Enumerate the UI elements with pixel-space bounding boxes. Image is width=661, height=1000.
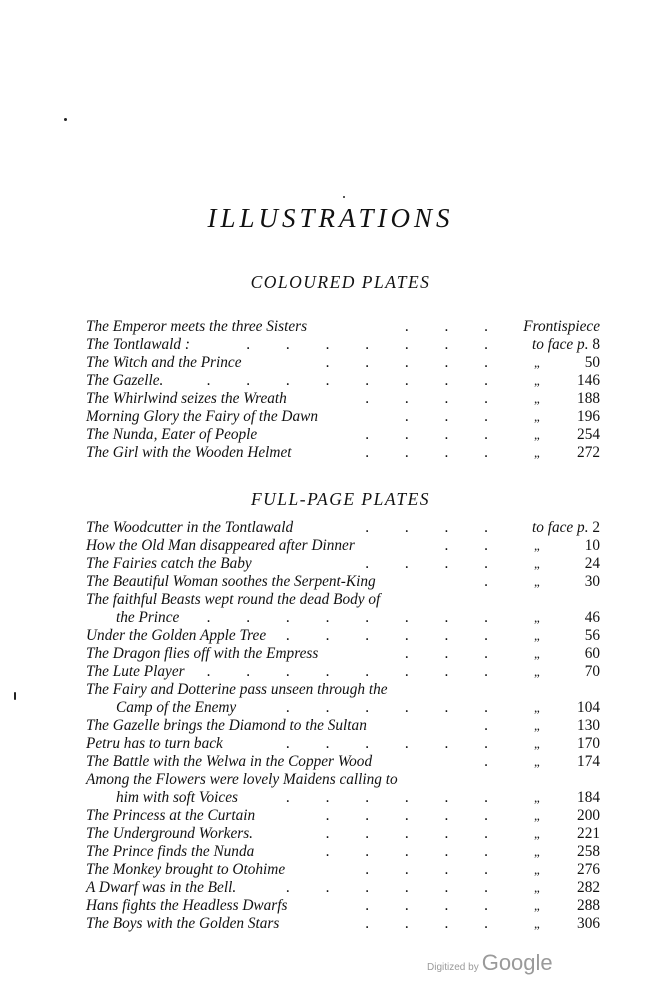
ditto-mark: „	[534, 628, 540, 643]
toc-entry	[86, 426, 600, 444]
entry-reference	[523, 318, 600, 336]
page-number: 200	[577, 807, 600, 824]
entry-title: Camp of the Enemy	[116, 699, 237, 716]
entry-title: The Gazelle.	[86, 372, 164, 389]
toc-entry	[86, 771, 600, 789]
entry-title: Under the Golden Apple Tree	[86, 627, 267, 644]
dot-leader: . . . .	[365, 555, 504, 572]
dot-leader: . . .	[404, 318, 504, 335]
dot-leader: . . . .	[365, 861, 504, 878]
toc-entry	[86, 879, 600, 897]
ditto-mark: „	[534, 898, 540, 913]
page-number: 196	[577, 408, 600, 425]
entry-title: The Witch and the Prince	[86, 354, 242, 371]
entry-title: The Fairies catch the Baby	[86, 555, 252, 572]
entry-title: The Battle with the Welwa in the Copper Wood	[86, 753, 373, 770]
dot-leader: .	[484, 753, 504, 770]
toc-entry	[86, 681, 600, 699]
dot-leader: . . .	[404, 645, 504, 662]
toc-entry	[86, 537, 600, 555]
reference-text: to face p.	[532, 519, 589, 536]
ditto-mark: „	[534, 880, 540, 895]
dot-leader: . . . .	[365, 444, 504, 461]
ditto-mark: „	[534, 700, 540, 715]
entry-title: The Boys with the Golden Stars	[86, 915, 280, 932]
dot-leader: . . . . . .	[285, 699, 504, 716]
coloured-plates-list	[86, 318, 600, 462]
entry-title: Morning Glory the Fairy of the Dawn	[86, 408, 318, 425]
toc-entry	[86, 627, 600, 645]
ditto-mark: „	[534, 574, 540, 589]
ditto-mark: „	[534, 664, 540, 679]
toc-entry	[86, 807, 600, 825]
toc-entry	[86, 390, 600, 408]
toc-entry	[86, 735, 600, 753]
page-number: 272	[577, 444, 600, 461]
toc-entry	[86, 354, 600, 372]
toc-entry	[86, 753, 600, 771]
entry-title: The Princess at the Curtain	[86, 807, 256, 824]
page-number: 24	[584, 555, 600, 572]
ditto-mark: „	[534, 427, 540, 442]
entry-title: A Dwarf was in the Bell.	[86, 879, 237, 896]
dot-leader: . .	[444, 537, 504, 554]
dot-leader: . . . . .	[325, 354, 504, 371]
dot-leader: . . . .	[365, 915, 504, 932]
ditto-mark: „	[534, 844, 540, 859]
entry-title: The Tontlawald :	[86, 336, 190, 353]
page-number: 30	[584, 573, 600, 590]
toc-entry	[86, 519, 600, 537]
coloured-plates-heading: COLOURED PLATES	[250, 272, 431, 292]
ditto-mark: „	[534, 538, 540, 553]
scan-speck	[64, 118, 67, 121]
dot-leader: . . . . . . . .	[206, 609, 504, 626]
scan-speck	[14, 692, 16, 700]
entry-title: the Prince	[116, 609, 180, 626]
entry-title: The Whirlwind seizes the Wreath	[86, 390, 287, 407]
toc-entry	[86, 699, 600, 717]
page-number: 174	[577, 753, 600, 770]
ditto-mark: „	[534, 916, 540, 931]
toc-entry	[86, 915, 600, 933]
entry-title: The Gazelle brings the Diamond to the Sultan	[86, 717, 367, 734]
dot-leader: . . . . .	[325, 843, 504, 860]
dot-leader: . . . . .	[325, 825, 504, 842]
entry-title: The faithful Beasts wept round the dead Body of	[86, 591, 381, 608]
entry-title: Petru has to turn back	[86, 735, 223, 752]
dot-leader: . . . . . . . .	[206, 663, 504, 680]
entry-title: him with soft Voices	[116, 789, 238, 806]
dot-leader: . . . . . . . .	[206, 372, 504, 389]
page-number: 8	[592, 336, 600, 353]
entry-title: How the Old Man disappeared after Dinner	[86, 537, 355, 554]
page-number: 60	[584, 645, 600, 662]
entry-title: The Lute Player	[86, 663, 185, 680]
entry-title: The Woodcutter in the Tontlawald	[86, 519, 294, 536]
page-number: 258	[577, 843, 600, 860]
toc-entry	[86, 444, 600, 462]
toc-entry	[86, 591, 600, 609]
page-number: 184	[577, 789, 600, 806]
dot-leader: . . . .	[365, 390, 504, 407]
dot-leader: . . . . . .	[285, 735, 504, 752]
page-number: 46	[584, 609, 600, 626]
reference-text: to face p.	[532, 336, 589, 353]
toc-entry	[86, 336, 600, 354]
ditto-mark: „	[534, 355, 540, 370]
watermark-brand: Google	[481, 950, 553, 975]
page-number: 188	[577, 390, 600, 407]
ditto-mark: „	[534, 373, 540, 388]
toc-entry	[86, 645, 600, 663]
page-number: 130	[577, 717, 600, 734]
dot-leader: . . . . . .	[285, 627, 504, 644]
page-number: 2	[592, 519, 600, 536]
ditto-mark: „	[534, 409, 540, 424]
ditto-mark: „	[534, 445, 540, 460]
entry-title: The Beautiful Woman soothes the Serpent-King	[86, 573, 376, 590]
toc-entry	[86, 555, 600, 573]
entry-title: The Nunda, Eater of People	[86, 426, 258, 443]
entry-title: The Monkey brought to Otohime	[86, 861, 286, 878]
page-number: 306	[577, 915, 600, 932]
fullpage-plates-heading: FULL-PAGE PLATES	[250, 489, 431, 509]
entry-title: The Emperor meets the three Sisters	[86, 318, 308, 335]
toc-entry	[86, 609, 600, 627]
toc-entry	[86, 825, 600, 843]
reference-text: Frontispiece	[523, 318, 600, 335]
digitized-by-google-watermark	[427, 950, 553, 976]
entry-title: The Fairy and Dotterine pass unseen through the	[86, 681, 388, 698]
ditto-mark: „	[534, 808, 540, 823]
toc-entry	[86, 897, 600, 915]
page-number: 50	[584, 354, 600, 371]
toc-entry	[86, 789, 600, 807]
toc-entry	[86, 408, 600, 426]
watermark-prefix: Digitized by	[427, 962, 479, 973]
entry-title: The Prince finds the Nunda	[86, 843, 255, 860]
page-number: 104	[577, 699, 600, 716]
scan-speck	[343, 196, 345, 198]
page-number: 10	[584, 537, 600, 554]
dot-leader: . . . .	[365, 897, 504, 914]
toc-entry	[86, 573, 600, 591]
entry-title: Hans fights the Headless Dwarfs	[86, 897, 288, 914]
entry-title: The Underground Workers.	[86, 825, 253, 842]
page-number: 221	[577, 825, 600, 842]
ditto-mark: „	[534, 736, 540, 751]
ditto-mark: „	[534, 610, 540, 625]
page-number: 170	[577, 735, 600, 752]
toc-entry	[86, 717, 600, 735]
ditto-mark: „	[534, 718, 540, 733]
entry-title: The Dragon flies off with the Empress	[86, 645, 319, 662]
dot-leader: . . .	[404, 408, 504, 425]
dot-leader: .	[484, 717, 504, 734]
page-number: 56	[584, 627, 600, 644]
entry-reference	[532, 519, 600, 537]
page-title: ILLUSTRATIONS	[207, 203, 454, 233]
page-number: 282	[577, 879, 600, 896]
dot-leader: . . . . . .	[285, 789, 504, 806]
ditto-mark: „	[534, 826, 540, 841]
dot-leader: . . . . . . .	[246, 336, 504, 353]
ditto-mark: „	[534, 790, 540, 805]
dot-leader: . . . . . .	[285, 879, 504, 896]
page-number: 70	[584, 663, 600, 680]
ditto-mark: „	[534, 556, 540, 571]
dot-leader: . . . .	[365, 426, 504, 443]
ditto-mark: „	[534, 646, 540, 661]
dot-leader: . . . . .	[325, 807, 504, 824]
page-number: 288	[577, 897, 600, 914]
page-number: 276	[577, 861, 600, 878]
entry-title: Among the Flowers were lovely Maidens calling to	[86, 771, 398, 788]
entry-reference	[532, 336, 600, 354]
toc-entry	[86, 861, 600, 879]
fullpage-plates-list	[86, 519, 600, 933]
page-number: 146	[577, 372, 600, 389]
ditto-mark: „	[534, 862, 540, 877]
dot-leader: . . . .	[365, 519, 504, 536]
toc-entry	[86, 318, 600, 336]
toc-entry	[86, 372, 600, 390]
page-number: 254	[577, 426, 600, 443]
ditto-mark: „	[534, 391, 540, 406]
ditto-mark: „	[534, 754, 540, 769]
dot-leader: .	[484, 573, 504, 590]
toc-entry	[86, 663, 600, 681]
toc-entry	[86, 843, 600, 861]
entry-title: The Girl with the Wooden Helmet	[86, 444, 292, 461]
